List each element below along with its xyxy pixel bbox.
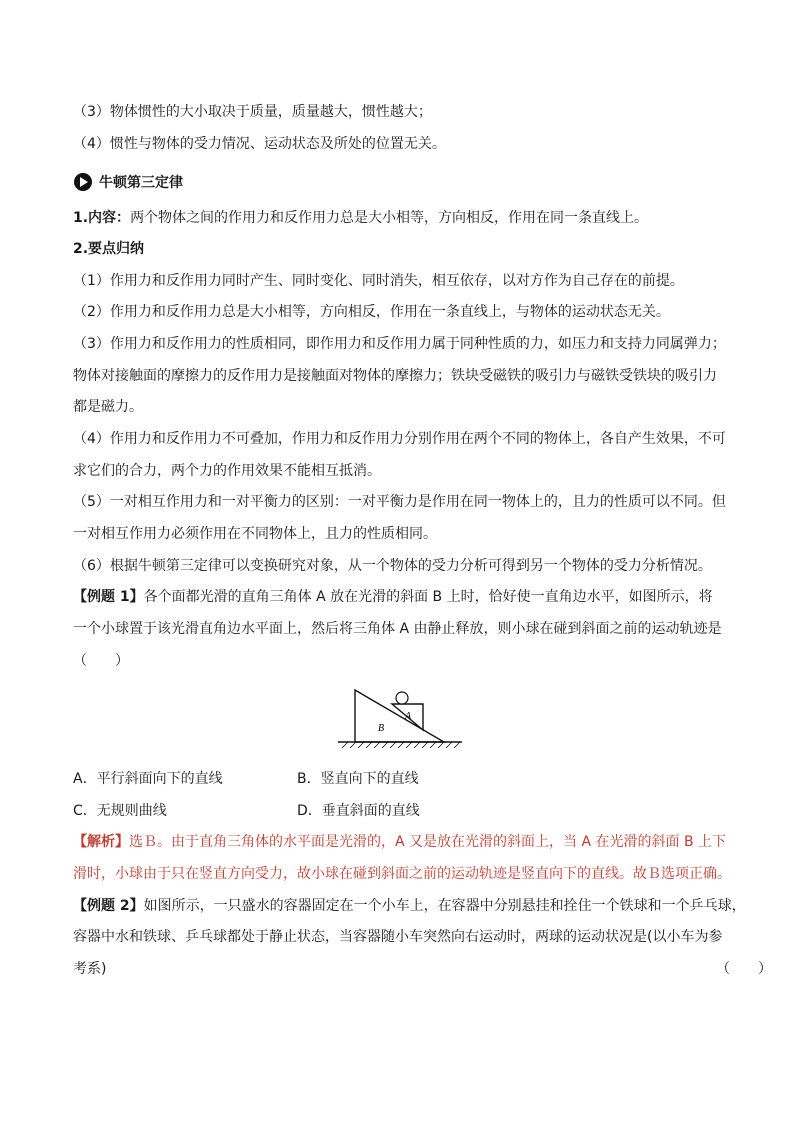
inertia-point-3: （3）物体惯性的大小取决于质量，质量越大，惯性越大；: [73, 104, 432, 120]
point-2: （2）作用力和反作用力总是大小相等，方向相反，作用在一条直线上，与物体的运动状态无关。: [73, 304, 670, 320]
small-ball: [396, 692, 408, 704]
example-1-text: 各个面都光滑的直角三角体 A 放在光滑的斜面 B 上时，恰好使一直角边水平，如图所示，将: [143, 589, 713, 605]
incline-figure: [338, 686, 462, 748]
analysis-label: 【解析】: [73, 834, 129, 850]
option-a: A．平行斜面向下的直线: [73, 771, 223, 787]
point-5-line-1: （5）一对相互作用力和一对平衡力的区别：一对平衡力是作用在同一物体上的，且力的性质可以不同。但: [73, 494, 726, 510]
example-2-line-3: 考系): [73, 961, 107, 977]
example-1-answer-paren: （ ）: [73, 653, 129, 669]
example-2-text: 如图所示，一只盛水的容器固定在一个小车上，在容器中分别悬挂和拴住一个铁球和一个乒乓球，: [143, 898, 746, 914]
content-label: 1.内容：: [73, 210, 131, 226]
analysis-line-2: 滑时，小球由于只在竖直方向受力，故小球在碰到斜面之前的运动轨迹是竖直向下的直线。故Ｂ选项正确。: [73, 866, 731, 882]
option-d: D．垂直斜面的直线: [297, 803, 420, 819]
option-c: C．无规则曲线: [73, 803, 167, 819]
point-3-line-1: （3）作用力和反作用力的性质相同，即作用力和反作用力属于同种性质的力，如压力和支持力同属弹力；: [73, 336, 726, 352]
ground-hatching: [342, 742, 460, 748]
option-b: B．竖直向下的直线: [297, 771, 419, 787]
label-b: B: [378, 723, 385, 734]
example-1-label: 【例题 1】: [73, 589, 144, 605]
point-4-line-1: （4）作用力和反作用力不可叠加，作用力和反作用力分别作用在两个不同的物体上，各自产生效果，不可: [73, 431, 726, 447]
inertia-point-4: （4）惯性与物体的受力情况、运动状态及所处的位置无关。: [73, 136, 446, 152]
section-heading: [73, 172, 183, 192]
content-text: 两个物体之间的作用力和反作用力总是大小相等，方向相反，作用在同一条直线上。: [130, 210, 649, 226]
example-1-line-1: [73, 587, 713, 607]
example-1-line-2: 一个小球置于该光滑直角边水平面上，然后将三角体 A 由静止释放，则小球在碰到斜面之前的运动轨迹是: [73, 621, 722, 637]
play-icon: [73, 172, 93, 192]
analysis-line-1: [73, 832, 726, 852]
point-6: （6）根据牛顿第三定律可以变换研究对象，从一个物体的受力分析可得到另一个物体的受力分析情况。: [73, 558, 712, 574]
example-2-label: 【例题 2】: [73, 898, 144, 914]
example-2-line-2: 容器中水和铁球、乒乓球都处于静止状态，当容器随小车突然向右运动时，两球的运动状况是(以小车为参: [73, 929, 723, 945]
analysis-text: 选Ｂ。由于直角三角体的水平面是光滑的，A 又是放在光滑的斜面上，当 A 在光滑的斜面 B 上下: [129, 834, 727, 850]
point-4-line-2: 求它们的合力，两个力的作用效果不能相互抵消。: [73, 463, 381, 479]
content-paragraph: [73, 208, 648, 228]
example-2-line-1: [73, 896, 746, 916]
point-1: （1）作用力和反作用力同时产生、同时变化、同时消失，相互依存，以对方作为自己存在的前提。: [73, 273, 684, 289]
example-2-answer-paren: （ ）: [716, 961, 772, 977]
summary-title: 2.要点归纳: [73, 241, 145, 257]
point-3-line-3: 都是磁力。: [73, 399, 143, 415]
point-5-line-2: 一对相互作用力必须作用在不同物体上，且力的性质相同。: [73, 526, 437, 542]
point-3-line-2: 物体对接触面的摩擦力的反作用力是接触面对物体的摩擦力；铁块受磁铁的吸引力与磁铁受铁块的吸引力: [73, 368, 717, 384]
section-title: 牛顿第三定律: [99, 175, 183, 191]
label-a: A: [405, 711, 412, 722]
